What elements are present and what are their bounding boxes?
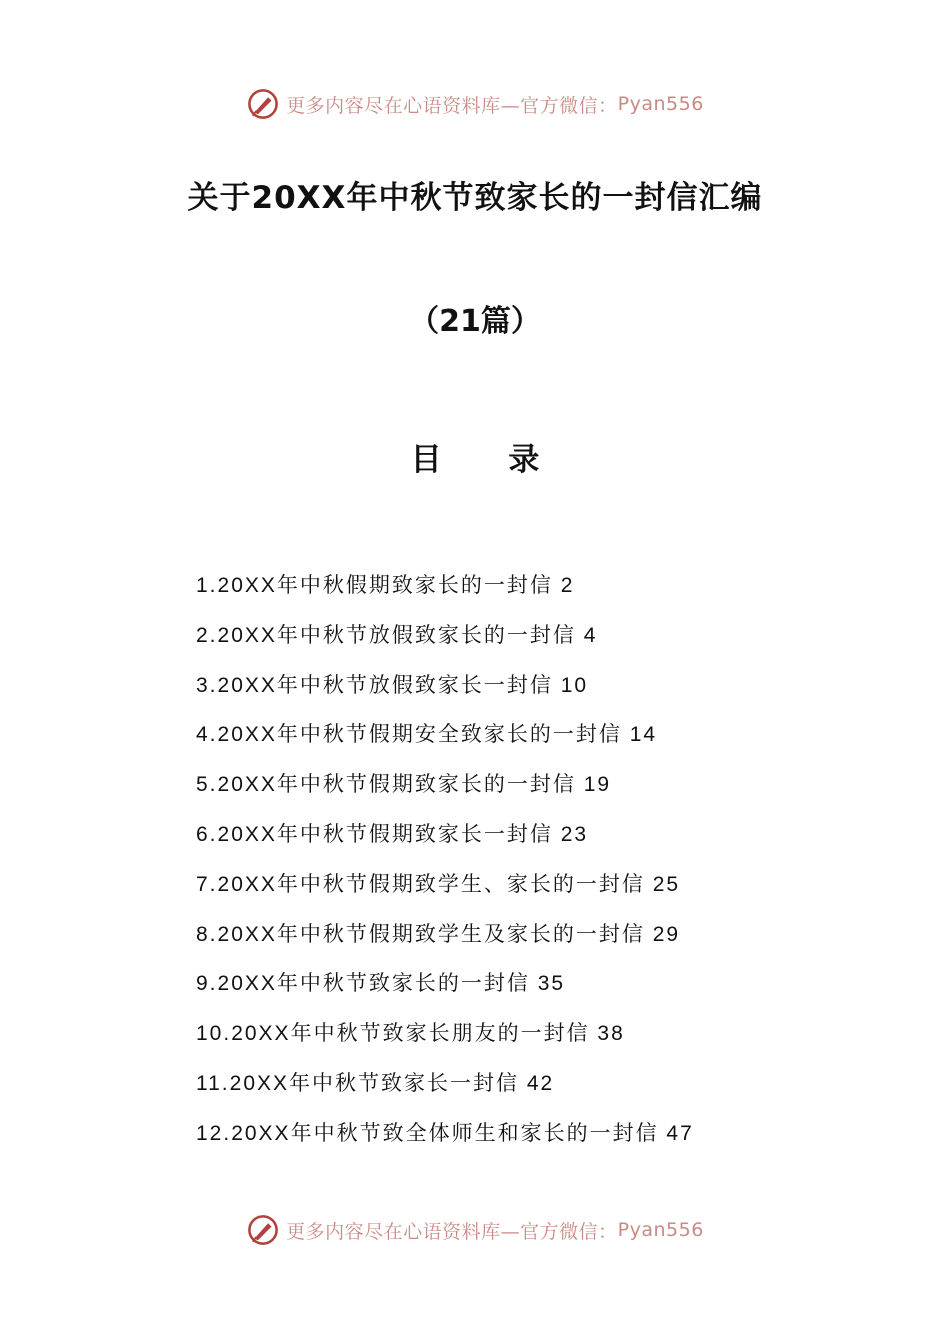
toc-item[interactable]: 4.20XX年中秋节假期安全致家长的一封信 14 (196, 723, 658, 747)
toc-item[interactable]: 5.20XX年中秋节假期致家长的一封信 19 (196, 773, 612, 797)
toc-item[interactable]: 7.20XX年中秋节假期致学生、家长的一封信 25 (196, 872, 681, 896)
watermark-header (0, 82, 950, 126)
toc-item[interactable]: 2.20XX年中秋节放假致家长的一封信 4 (196, 623, 598, 647)
toc-item[interactable]: 1.20XX年中秋假期致家长的一封信 2 (196, 574, 575, 597)
pen-circle-logo-icon (246, 87, 280, 121)
pen-circle-logo-icon (246, 1213, 280, 1247)
toc-item[interactable]: 3.20XX年中秋节放假致家长一封信 10 (196, 673, 589, 697)
toc-item[interactable]: 9.20XX年中秋节致家长的一封信 35 (196, 972, 566, 996)
toc-item[interactable]: 10.20XX年中秋节致家长朋友的一封信 38 (196, 1022, 625, 1046)
watermark-footer (0, 1208, 950, 1252)
toc-item[interactable]: 11.20XX年中秋节致家长一封信 42 (196, 1071, 555, 1095)
toc-item[interactable]: 6.20XX年中秋节假期致家长一封信 23 (196, 822, 589, 846)
table-of-contents (196, 568, 694, 1166)
watermark-id: Pyan556 (617, 93, 704, 115)
toc-item[interactable]: 12.20XX年中秋节致全体师生和家长的一封信 47 (196, 1121, 694, 1145)
document-title: 关于20XX年中秋节致家长的一封信汇编 (187, 180, 763, 216)
document-subtitle: （21篇） (409, 304, 541, 339)
watermark-id: Pyan556 (617, 1219, 704, 1241)
watermark-text: 更多内容尽在心语资料库—官方微信： (286, 1220, 618, 1243)
watermark-text: 更多内容尽在心语资料库—官方微信： (286, 94, 618, 117)
toc-item[interactable]: 8.20XX年中秋节假期致学生及家长的一封信 29 (196, 922, 681, 946)
toc-heading: 目 录 (410, 442, 568, 478)
